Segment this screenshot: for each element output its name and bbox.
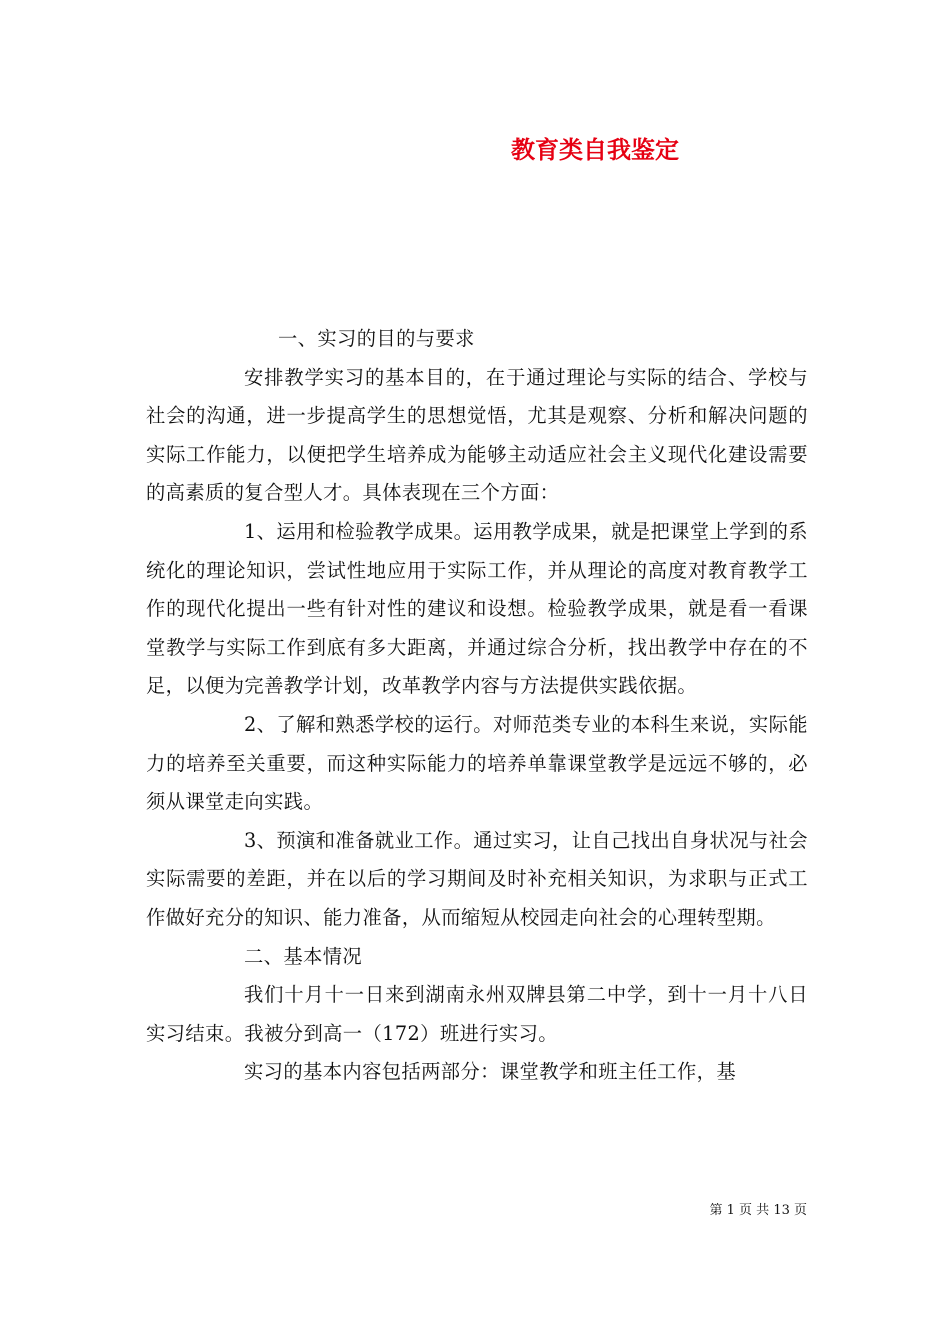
page-title: 教育类自我鉴定	[511, 136, 679, 164]
paragraph-point-2: 2、了解和熟悉学校的运行。对师范类专业的本科生来说，实际能力的培养至关重要，而这种实际能力的培养单靠课堂教学是远远不够的，必须从课堂走向实践。	[146, 712, 808, 814]
paragraph-point-3: 3、预演和准备就业工作。通过实习，让自己找出自身状况与社会实际需要的差距，并在以后的学习期间及时补充相关知识，为求职与正式工作做好充分的知识、能力准备，从而缩短从校园走向社会的心理转型期。	[146, 828, 808, 929]
page-number: 第 1 页 共 13 页	[709, 1203, 807, 1218]
paragraph-content: 实习的基本内容包括两部分：课堂教学和班主任工作，基	[244, 1060, 737, 1084]
section-heading-basic-info: 二、基本情况	[244, 944, 363, 968]
section-heading-purpose: 一、实习的目的与要求	[278, 327, 475, 350]
paragraph-basic-info: 我们十月十一日来到湖南永州双牌县第二中学，到十一月十八日实习结束。我被分到高一（172）班进行实习。	[146, 983, 808, 1045]
paragraph-purpose-intro: 安排教学实习的基本目的，在于通过理论与实际的结合、学校与社会的沟通，进一步提高学生的思想觉悟，尤其是观察、分析和解决问题的实际工作能力，以便把学生培养成为能够主动适应社会主义现代化建设需要的高素质的复合型人才。具体表现在三个方面：	[146, 365, 808, 505]
paragraph-point-1: 1、运用和检验教学成果。运用教学成果，就是把课堂上学到的系统化的理论知识，尝试性地应用于实际工作，并从理论的高度对教育教学工作的现代化提出一些有针对性的建议和设想。检验教学成果，就是看一看课堂教学与实际工作到底有多大距离，并通过综合分析，找出教学中存在的不足，以便为完善教学计划，改革教学内容与方法提供实践依据。	[146, 519, 808, 698]
document-body	[146, 320, 808, 1092]
